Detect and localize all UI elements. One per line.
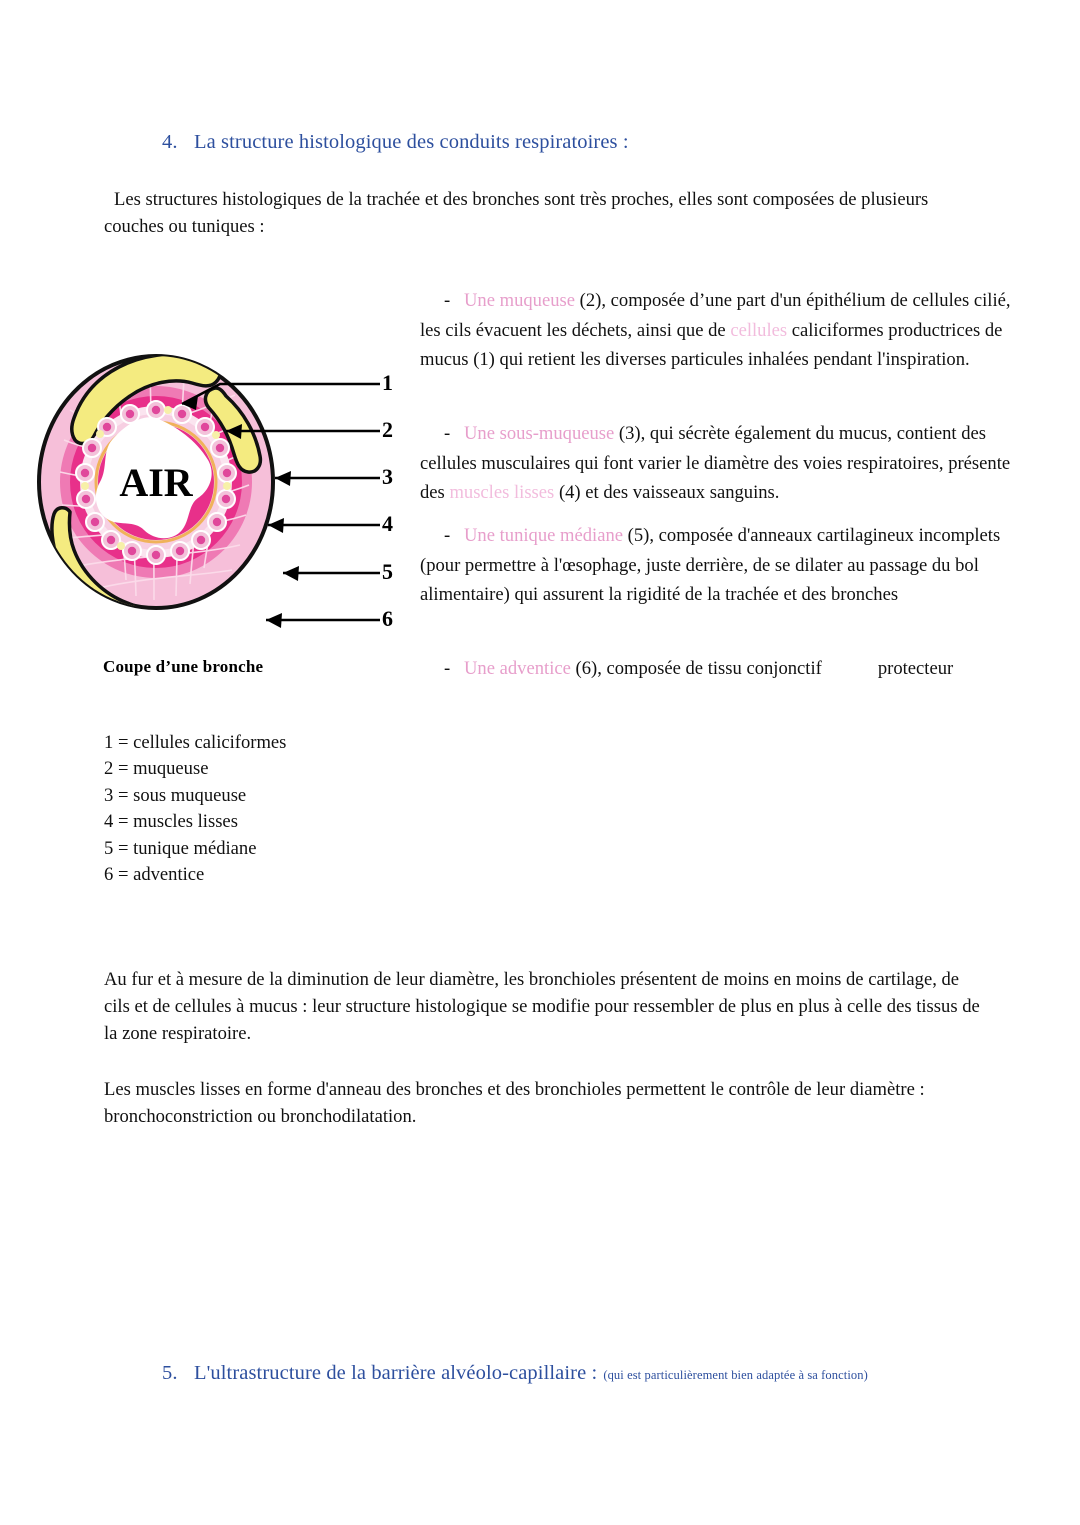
bullet-median-tunic-text: (5), composée d'anneaux cartilagineux incomplets (pour permettre à l'œsophage, juste derrière, de se dilater au passage du bol alimentaire) qui assurent la rigidité de la trachée et des bronches [420,525,1001,605]
callout-number-5: 5 [382,559,393,584]
diagram-legend-list [104,730,286,888]
legend-item: 6 = adventice [104,864,205,886]
bullet-submucosa-text-b: (4) et des vaisseaux sanguins. [554,482,780,503]
bronchus-cross-section-diagram [30,300,410,690]
section-heading-5 [162,1362,868,1385]
bullet-median-tunic [420,521,1020,610]
section-heading-4 [162,131,629,154]
term-muscles-lisses: muscles lisses [449,482,555,503]
lumen-label: AIR [119,460,193,505]
legend-item: 1 = cellules caliciformes [104,732,287,753]
legend-item: 4 = muscles lisses [104,811,238,833]
term-cellules: cellules [730,319,788,341]
callout-number-6: 6 [382,606,393,631]
term-muqueuse: Une muqueuse [464,290,576,311]
paragraph-muscles-lisses: Les muscles lisses en forme d'anneau des bronches et des bronchioles permettent le contrôle de leur diamètre : bronchoconstriction ou bronchodilatation. [104,1079,925,1128]
bullet-submucosa [420,419,1020,508]
bullet-dash: - [444,658,451,679]
callout-number-1: 1 [382,370,393,395]
term-sous-muqueuse: Une sous-muqueuse [464,423,615,444]
bullet-mucosa-text-a: (2), composée d’une part d'un épithélium de cellules cilié, les cils évacuent les déchets, ainsi que de [420,290,1011,341]
bullet-dash: - [444,290,451,311]
diagram-caption: Coupe d’une bronche [103,657,264,676]
callout-number-4: 4 [382,511,393,536]
term-adventice: Une adventice [464,658,571,679]
callout-number-2: 2 [382,417,393,442]
intro-paragraph: Les structures histologiques de la trachée et des bronches sont très proches, elles sont composées de plusieurs couches ou tuniques : [104,189,929,238]
bullet-mucosa [420,286,1020,375]
section-title: L'ultrastructure de la barrière alvéolo-capillaire : [194,1362,598,1384]
bullet-submucosa-text-a: (3), qui sécrète également du mucus, contient des cellules musculaires qui font varier le diamètre des voies respiratoires, présente des [420,423,1011,503]
section-number: 5. [162,1362,178,1384]
term-tunique-mediane: Une tunique médiane [464,525,624,546]
legend-item: 3 = sous muqueuse [104,784,247,806]
bullet-dash: - [444,423,451,444]
bullet-mucosa-text-b: caliciformes productrices de mucus (1) qui retient les diverses particules inhalées pendant l'inspiration. [420,319,1003,370]
bullet-adventitia-tail: protecteur [877,658,954,679]
section-title-note: (qui est particulièrement bien adaptée à sa fonction) [603,1368,868,1382]
legend-item: 5 = tunique médiane [104,837,257,859]
bullet-adventitia-text: (6), composée de tissu conjonctif [570,658,822,679]
section-title: La structure histologique des conduits respiratoires : [194,131,629,153]
bullet-dash: - [444,525,451,546]
paragraph-bronchioles: Au fur et à mesure de la diminution de leur diamètre, les bronchioles présentent de moins en moins de cartilage, de cils et de cellules à mucus : leur structure histologique se modifie pour ressembler de plus en plus à celle des tissus de la zone respiratoire. [104,969,980,1045]
legend-item: 2 = muqueuse [104,758,209,780]
bullet-adventitia [420,654,1020,684]
section-number: 4. [162,131,178,153]
callout-number-3: 3 [382,464,393,489]
